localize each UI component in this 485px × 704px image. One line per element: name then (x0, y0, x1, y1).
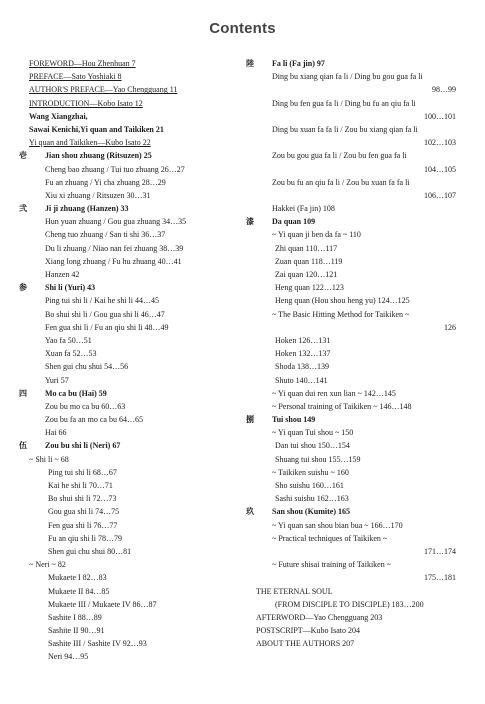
toc-entry (256, 400, 456, 413)
toc-entry-text: Sashi suishu 162…163 (275, 494, 349, 504)
toc-entry (256, 598, 456, 611)
toc-entry-text: Da quan 109 (272, 217, 316, 227)
toc-entry (256, 426, 456, 439)
toc-entry (29, 136, 244, 149)
toc-entry (256, 334, 456, 347)
toc-entry (256, 163, 456, 176)
toc-entry (256, 242, 456, 255)
toc-entry (29, 308, 244, 321)
toc-entry-text: 100…101 (424, 111, 456, 121)
toc-entry-text: Fu an qiu shi li 78…79 (48, 533, 123, 543)
toc-entry (256, 70, 456, 83)
toc-entry-text: Fa li (Fa jin) 97 (272, 59, 325, 68)
toc-entry-text: 98…99 (432, 85, 456, 95)
toc-entry (256, 453, 456, 466)
toc-entry-text: Fen gua shi li 76…77 (48, 520, 118, 530)
toc-entry-text: Shen gui chu shui 54…56 (45, 362, 129, 372)
toc-entry (256, 466, 456, 479)
toc-entry-text: Shoda 138…139 (275, 362, 329, 372)
toc-entry-text: 102…103 (424, 138, 456, 148)
toc-entry (29, 242, 244, 255)
toc-entry (256, 637, 456, 650)
toc-entry-text: FOREWORD—Hou Zhenhuan 7 (29, 59, 136, 68)
contents-right-column (246, 57, 456, 650)
toc-entry (256, 294, 456, 307)
toc-entry-text: 171…174 (424, 546, 456, 556)
toc-entry (256, 83, 456, 96)
toc-entry-text: 106…107 (424, 190, 456, 200)
toc-entry (29, 83, 244, 96)
toc-entry (256, 545, 456, 558)
toc-entry-text: Kai he shi li 70…71 (48, 481, 113, 490)
toc-entry-text: ~ Future shisai training of Taikiken ~ (272, 560, 392, 570)
toc-entry (256, 281, 456, 294)
toc-entry-text: Sawai Kenichi,Yi quan and Taikiken 21 (29, 124, 164, 134)
toc-entry (256, 347, 456, 360)
toc-entry (246, 505, 456, 518)
toc-entry (29, 532, 244, 545)
toc-entry-text: ~ Yi quan san shou bian bua ~ 166…170 (272, 520, 403, 530)
toc-entry (256, 202, 456, 215)
toc-entry (29, 97, 244, 110)
toc-entry-text: Zou bu fa an mo ca bu 64…65 (45, 415, 143, 425)
toc-entry (29, 466, 244, 479)
toc-entry (29, 255, 244, 268)
toc-entry (19, 439, 244, 452)
chapter-number-mark: 玖 (246, 507, 254, 517)
toc-entry (246, 215, 456, 228)
toc-entry-text: ~ Neri ~ 82 (29, 560, 66, 570)
toc-entry-text: Zou bu shi li (Neri) 67 (45, 441, 121, 451)
toc-entry (256, 136, 456, 149)
toc-entry-text: Xiu xi zhuang / Ritsuzen 30…31 (45, 190, 151, 200)
toc-entry (29, 123, 244, 136)
toc-entry-text: Sashite II 90…91 (48, 626, 105, 636)
toc-entry (256, 387, 456, 400)
toc-entry (29, 70, 244, 83)
toc-entry-text: ~ The Basic Hitting Method for Taikiken ~ (272, 309, 410, 319)
toc-entry (29, 215, 244, 228)
toc-entry-text: Shen gui chu shui 80…81 (48, 546, 132, 556)
toc-entry-text: Fen gua shi li / Fu an qiu shi li 48…49 (45, 322, 169, 332)
toc-entry (29, 426, 244, 439)
toc-entry (256, 439, 456, 452)
toc-entry (29, 492, 244, 505)
toc-entry-text: Zou bu gou gua fa li / Zou bu fen gua fa li (272, 151, 407, 161)
toc-entry-text: ~ Personal training of Taikiken ~ 146…148 (272, 401, 412, 411)
toc-entry (256, 176, 456, 189)
toc-entry-text: Wang Xiangzhai, (29, 111, 88, 121)
toc-entry (256, 624, 456, 637)
toc-entry (29, 571, 244, 584)
toc-entry-text: Bo shui shi li 72…73 (48, 494, 117, 504)
toc-entry-text: Mukaete II 84…85 (48, 586, 110, 596)
toc-entry (256, 558, 456, 571)
toc-entry-text: Tui shou 149 (272, 415, 316, 425)
chapter-number-mark: 漆 (246, 217, 254, 227)
toc-entry-text: ~ Practical techniques of Taikiken ~ (272, 533, 388, 543)
toc-entry-text: Xiang long zhuang / Fu hu zhuang 40…41 (45, 256, 182, 266)
page-title: Contents (209, 20, 276, 37)
toc-entry-text: Du li zhuang / Niao nan fei zhuang 38…39 (45, 243, 184, 253)
chapter-number-mark: 伍 (19, 441, 27, 451)
toc-entry-text: San shou (Kumite) 165 (272, 507, 351, 517)
toc-entry-text: Hoken 126…131 (275, 335, 331, 345)
toc-entry-text: Fu an zhuang / Yi cha zhuang 28…29 (45, 177, 166, 187)
toc-entry-text: ~ Yi quan Tui shou ~ 150 (272, 428, 354, 438)
toc-entry (256, 532, 456, 545)
toc-entry (256, 110, 456, 123)
toc-entry-text: PREFACE—Sato Yoshiaki 8 (29, 72, 122, 82)
toc-entry (29, 321, 244, 334)
toc-entry (29, 650, 244, 663)
toc-entry (256, 97, 456, 110)
chapter-number-mark: 壱 (19, 151, 27, 161)
toc-entry-text: Shuang tui shou 155…159 (275, 454, 361, 464)
toc-entry-text: Ding bu xiang qian fa li / Ding bu gou gua fa li (272, 72, 423, 82)
toc-entry (29, 110, 244, 123)
toc-entry (256, 189, 456, 202)
toc-entry-text: (FROM DISCIPLE TO DISCIPLE) 183…200 (275, 599, 424, 609)
toc-entry-text: THE ETERNAL SOUL (256, 586, 333, 596)
toc-entry-text: Mukaete III / Mukaete IV 86…87 (48, 599, 157, 609)
toc-entry (246, 57, 456, 70)
toc-entry (29, 598, 244, 611)
toc-entry-text: Sashite I 88…89 (48, 612, 102, 622)
toc-entry-text: ABOUT THE AUTHORS 207 (256, 639, 355, 649)
toc-entry-text: Ding bu xuan fa fa li / Zou bu xiang qian fa li (272, 124, 418, 134)
contents-left-column (19, 57, 244, 664)
toc-entry (29, 360, 244, 373)
toc-entry (29, 57, 244, 70)
toc-entry (256, 308, 456, 321)
toc-entry-text: Hanzen 42 (45, 270, 80, 279)
toc-entry (256, 149, 456, 162)
toc-entry (29, 453, 244, 466)
toc-entry (29, 268, 244, 281)
toc-entry-text: Mo ca bu (Hai) 59 (45, 388, 107, 398)
toc-entry-text: Dan tui shou 150…154 (275, 441, 350, 451)
toc-entry-text: Zou bu fu an qiu fa li / Zou bu xuan fa fa li (272, 177, 410, 187)
toc-entry-text: Sashite III / Sashite IV 92…93 (48, 639, 147, 649)
toc-entry-text: Jian shou zhuang (Ritsuzen) 25 (45, 151, 152, 161)
toc-entry (29, 545, 244, 558)
toc-entry-text: Zhi quan 110…117 (275, 243, 338, 253)
toc-entry-text: Shi li (Yuri) 43 (45, 283, 96, 293)
toc-entry (19, 281, 244, 294)
toc-entry (19, 387, 244, 400)
toc-entry (19, 149, 244, 162)
toc-entry-text: ~ Yi quan ji ben da fa ~ 110 (272, 230, 361, 240)
toc-entry (29, 189, 244, 202)
chapter-number-mark: 四 (19, 388, 27, 398)
toc-entry-text: Gou gua shi li 74…75 (48, 507, 120, 517)
toc-entry (29, 294, 244, 307)
toc-entry (19, 202, 244, 215)
toc-entry-text: Mukaete I 82…83 (48, 573, 107, 583)
toc-entry (256, 123, 456, 136)
toc-entry-text: Hoken 132…137 (275, 349, 331, 359)
toc-entry-text: Cheng tuo zhuang / San ti shi 36…37 (45, 230, 166, 240)
toc-entry-text: Ji ji zhuang (Hanzen) 33 (45, 204, 129, 214)
toc-entry-text: Ping tui shi li / Kai he shi li 44…45 (45, 296, 160, 306)
toc-entry (256, 585, 456, 598)
chapter-number-mark: 弐 (19, 204, 27, 214)
toc-entry-text: Bo shui shi li / Gou gua shi li 46…47 (45, 309, 165, 319)
toc-entry-text: 104…105 (424, 164, 456, 174)
toc-entry (256, 374, 456, 387)
toc-entry-text: AUTHOR'S PREFACE—Yao Chengguang 11 (29, 85, 178, 95)
toc-entry-text: Yao fa 50…51 (45, 335, 92, 345)
toc-entry (29, 611, 244, 624)
chapter-number-mark: 捌 (246, 415, 254, 425)
toc-entry (29, 624, 244, 637)
toc-entry-text: INTRODUCTION—Kobo Isato 12 (29, 98, 143, 108)
toc-entry (256, 479, 456, 492)
chapter-number-mark: 参 (19, 283, 27, 293)
toc-entry (29, 374, 244, 387)
toc-entry-text: Zai quan 120…121 (275, 270, 338, 279)
toc-entry (256, 519, 456, 532)
toc-entry (256, 571, 456, 584)
toc-entry-text: ~ Shi li ~ 68 (29, 454, 69, 464)
toc-entry-text: Ding bu fen gua fa li / Ding bu fu an qiu fa li (272, 98, 416, 108)
toc-entry (29, 176, 244, 189)
toc-entry (256, 228, 456, 241)
toc-entry-text: Hai 66 (45, 428, 67, 438)
toc-entry-text: Zou bu mo ca bu 60…63 (45, 401, 126, 411)
toc-entry-text: ~ Taikiken suishu ~ 160 (272, 467, 349, 477)
toc-entry-text: Zuan quan 118…119 (275, 256, 343, 266)
toc-entry-text: AFTERWORD—Yao Chengguang 203 (256, 612, 383, 622)
toc-entry-text: Hun yuan zhuang / Gou gua zhuang 34…35 (45, 217, 187, 227)
toc-entry-text: Cheng bao zhuang / Tui tuo zhuang 26…27 (45, 164, 185, 174)
toc-entry-text: Yi quan and Taikiken—Kubo Isato 22 (29, 138, 151, 148)
toc-entry (256, 611, 456, 624)
toc-entry-text: Neri 94…95 (48, 652, 89, 662)
toc-entry-text: Shuto 140…141 (275, 375, 328, 385)
toc-entry (256, 360, 456, 373)
toc-entry (256, 321, 456, 334)
toc-entry (29, 334, 244, 347)
toc-entry (29, 585, 244, 598)
toc-entry (256, 492, 456, 505)
toc-entry-text: Xuan fa 52…53 (45, 349, 97, 359)
toc-entry-text: Sho suishu 160…161 (275, 481, 344, 490)
toc-entry (29, 479, 244, 492)
toc-entry-text: Heng quan 122…123 (275, 283, 344, 293)
toc-entry (29, 163, 244, 176)
toc-entry (256, 268, 456, 281)
toc-entry-text: Ping tui shi li 68…67 (48, 467, 117, 477)
toc-entry (29, 558, 244, 571)
toc-entry (29, 519, 244, 532)
toc-entry-text: 175…181 (424, 573, 456, 583)
toc-entry (256, 255, 456, 268)
toc-entry-text: Yuri 57 (45, 375, 69, 385)
toc-entry-text: ~ Yi quan dui ren xun lian ~ 142…145 (272, 388, 396, 398)
toc-entry-text: Heng quan (Hou shou heng yu) 124…125 (275, 296, 410, 306)
toc-entry-text: POSTSCRIPT—Kubo Isato 204 (256, 626, 361, 636)
toc-entry (29, 347, 244, 360)
toc-entry (29, 637, 244, 650)
toc-entry (246, 413, 456, 426)
toc-entry (29, 505, 244, 518)
toc-entry (29, 413, 244, 426)
chapter-number-mark: 陸 (246, 59, 254, 68)
toc-entry-text: Hakkei (Fa jin) 108 (272, 204, 335, 214)
toc-entry (29, 400, 244, 413)
toc-entry (29, 228, 244, 241)
toc-entry-text: 126 (444, 322, 456, 332)
